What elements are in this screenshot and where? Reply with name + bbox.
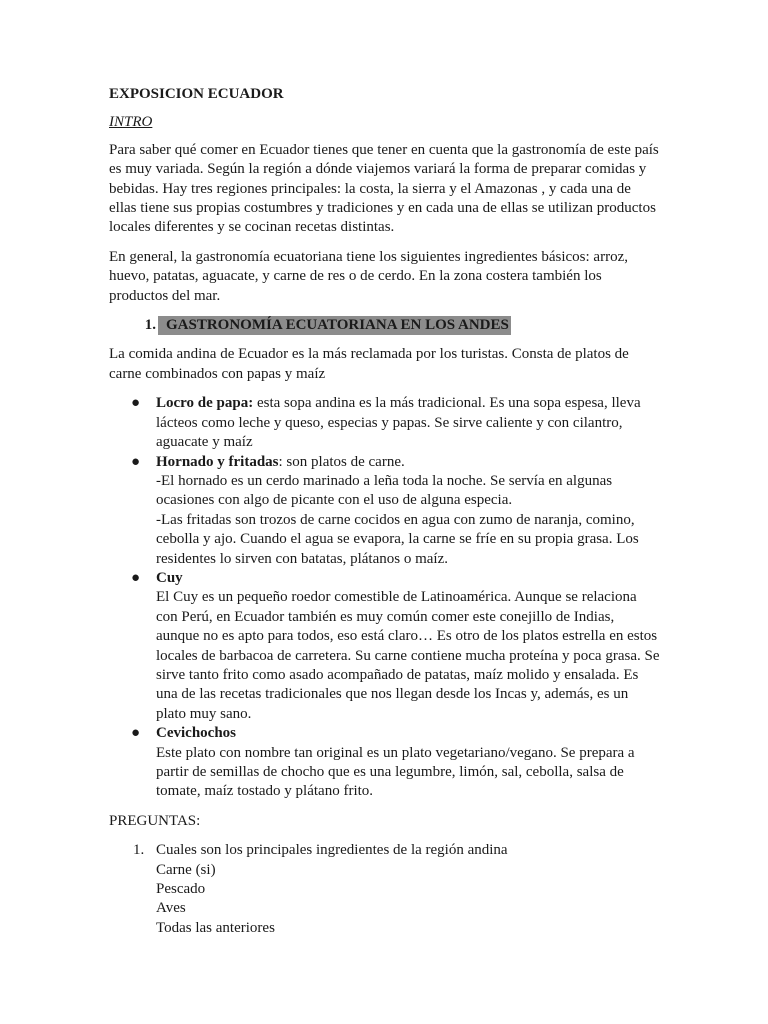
section-intro-paragraph: La comida andina de Ecuador es la más reclamada por los turistas. Consta de platos de carne combinados con papas y maíz <box>109 346 629 382</box>
intro-heading: INTRO <box>109 114 153 131</box>
document-title: EXPOSICION ECUADOR <box>109 86 284 102</box>
list-item <box>109 569 661 724</box>
dish-name: Cuy <box>156 569 183 586</box>
question-number: 1. <box>133 842 145 859</box>
bullet-icon: ● <box>131 395 141 412</box>
section-title-highlighted: GASTRONOMÍA ECUATORIANA EN LOS ANDES <box>158 316 511 335</box>
list-item <box>109 724 661 802</box>
document-body <box>109 85 661 938</box>
questions-heading: PREGUNTAS: <box>109 812 201 829</box>
dish-name: Hornado y fritadas <box>156 453 279 470</box>
dish-description: -Las fritadas son trozos de carne cocidos en agua con zumo de naranja, comino, cebolla y ajo. Cuando el agua se evapora, la carne se fríe en su propia grasa. Los residentes lo sirven con batatas, plátanos o maíz. <box>156 511 639 567</box>
dish-description: esta sopa andina es la más tradicional. Es una sopa espesa, lleva lácteos como leche y queso, especias y papas. Se sirve caliente y con cilantro, aguacate y maíz <box>156 395 641 451</box>
dish-name: Cevichochos <box>156 725 236 742</box>
dish-list <box>109 394 661 802</box>
intro-paragraph: Para saber qué comer en Ecuador tienes que tener en cuenta que la gastronomía de este país es muy variada. Según la región a dónde viajemos variará la forma de preparar comidas y bebidas. Hay tres regiones principales: la costa, la sierra y el Amazonas , y cada una de ellas tiene sus propias costumbres y tradiciones y en cada una de ellas se utilizan productos locales diferentes y se cocinan recetas distintas. <box>109 141 659 236</box>
question-item <box>109 841 661 938</box>
answer-option: Aves <box>156 900 186 917</box>
answer-option: Pescado <box>156 881 206 898</box>
list-item <box>109 453 661 569</box>
dish-name: Locro de papa: <box>156 395 254 412</box>
dish-description: : son platos de carne. <box>278 453 405 470</box>
question-text: Cuales son los principales ingredientes de la región andina <box>156 842 508 859</box>
dish-description: El Cuy es un pequeño roedor comestible de Latinoamérica. Aunque se relaciona con Perú, en Ecuador también es muy común comer este conejillo de Indias, aunque no es apto para todos, eso está claro… Es otro de los platos estrella en estos locales de barbacoa de carretera. Su carne contiene mucha proteína y poca grasa. Se sirve tanto frito como asado acompañado de patatas, maíz molido y ensalada. Es una de las recetas tradicionales que nos llegan desde los Incas y, además, es un plato muy sano. <box>156 589 660 722</box>
dish-description: Este plato con nombre tan original es un plato vegetariano/vegano. Se prepara a partir de semillas de chocho que es una legumbre, limón, sal, cebolla, salsa de tomate, maíz tostado y plátano frito. <box>156 744 635 800</box>
bullet-icon: ● <box>131 453 141 470</box>
ingredients-paragraph: En general, la gastronomía ecuatoriana tiene los siguientes ingredientes básicos: arroz, huevo, patatas, aguacate, y carne de res o de cerdo. En la zona costera también los productos del mar. <box>109 248 628 304</box>
section-number: 1. <box>144 317 156 334</box>
answer-option: Todas las anteriores <box>156 919 275 936</box>
list-item <box>109 394 661 452</box>
question-list <box>109 841 661 938</box>
section-heading <box>109 316 661 335</box>
bullet-icon: ● <box>131 725 141 742</box>
bullet-icon: ● <box>131 569 141 586</box>
answer-option: Carne (si) <box>156 861 216 878</box>
dish-description: -El hornado es un cerdo marinado a leña toda la noche. Se servía en algunas ocasiones con algo de picante con el uso de alguna especia. <box>156 472 613 509</box>
